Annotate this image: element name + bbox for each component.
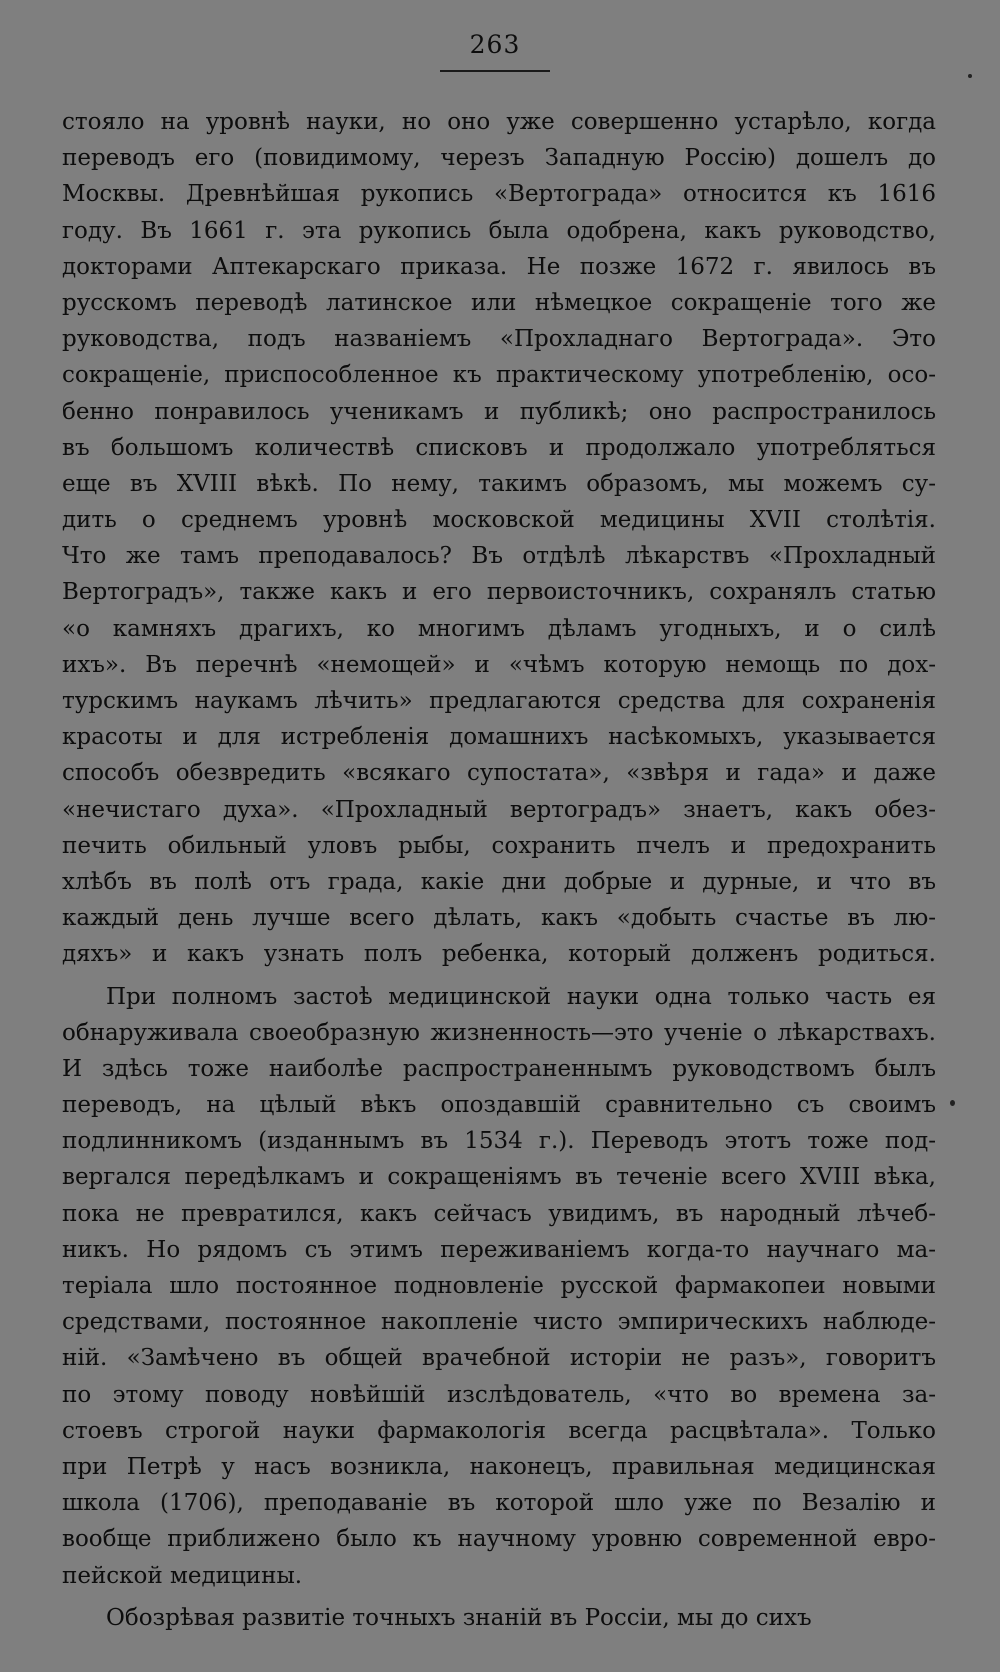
text-line: переводъ, на цѣлый вѣкъ опоздавшій сравнительно съ своимъ	[62, 1092, 936, 1119]
text-line: русскомъ переводѣ латинское или нѣмецкое сокращеніе того же	[62, 289, 936, 316]
text-line: Что же тамъ преподавалось? Въ отдѣлѣ лѣкарствъ «Прохладный	[62, 543, 936, 570]
text-line: вергался передѣлкамъ и сокращеніямъ въ теченіе всего XVIII вѣка,	[62, 1164, 936, 1191]
text-line: ній. «Замѣчено въ общей врачебной исторіи не разъ», говоритъ	[62, 1345, 936, 1372]
text-line: дяхъ» и какъ узнать полъ ребенка, который долженъ родиться.	[62, 941, 936, 968]
text-line: турскимъ наукамъ лѣчить» предлагаются средства для сохраненія	[62, 688, 936, 714]
text-line: ихъ». Въ перечнѣ «немощей» и «чѣмъ которую немощь по дох-	[62, 651, 936, 678]
text-line: вообще приближено было къ научному уровню современной евро-	[62, 1526, 936, 1553]
text-line: «нечистаго духа». «Прохладный вертоградъ» знаетъ, какъ обез-	[62, 796, 936, 823]
paragraph	[62, 104, 936, 973]
text-line: школа (1706), преподаваніе въ которой шло уже по Везалію и	[62, 1490, 936, 1517]
text-line: красоты и для истребленія домашнихъ насѣкомыхъ, указывается	[62, 724, 936, 751]
page-number: 263	[469, 30, 521, 59]
text-line: докторами Аптекарскаго приказа. Не позже 1672 г. явилось въ	[62, 253, 936, 280]
paragraph	[62, 979, 936, 1594]
print-speck	[950, 1100, 955, 1106]
text-line: году. Въ 1661 г. эта рукопись была одобрена, какъ руководство,	[62, 217, 936, 244]
body-text	[62, 104, 936, 1636]
text-line: Москвы. Древнѣйшая рукопись «Вертограда» относится къ 1616	[62, 181, 936, 208]
text-line: по этому поводу новѣйшій изслѣдователь, «что во времена за-	[62, 1381, 936, 1408]
text-line: стоевъ строгой науки фармакологія всегда расцвѣтала». Только	[62, 1417, 936, 1444]
text-line: руководства, подъ названіемъ «Прохладнаго Вертограда». Это	[62, 326, 936, 353]
text-line: пока не превратился, какъ сейчасъ увидимъ, въ народный лѣчеб-	[62, 1200, 936, 1227]
text-line: способъ обезвредить «всякаго супостата», «звѣря и гада» и даже	[62, 760, 936, 787]
text-line: печить обильный уловъ рыбы, сохранить пчелъ и предохранить	[62, 832, 936, 859]
text-line: средствами, постоянное накопленіе чисто эмпирическихъ наблюде-	[62, 1309, 936, 1336]
text-line: обнаруживала своеобразную жизненность—это ученіе о лѣкарствахъ.	[62, 1019, 936, 1046]
text-line: «о камняхъ драгихъ, ко многимъ дѣламъ угодныхъ, и о силѣ	[62, 615, 936, 642]
text-line: хлѣбъ въ полѣ отъ града, какіе дни добрые и дурные, и что въ	[62, 868, 936, 895]
text-line: При полномъ застоѣ медицинской науки одна только часть ея	[106, 983, 936, 1010]
text-line: дить о среднемъ уровнѣ московской медицины XVII столѣтія.	[62, 507, 936, 534]
text-line: переводъ его (повидимому, черезъ Западную Россію) дошелъ до	[62, 145, 936, 172]
header-rule	[440, 70, 550, 72]
text-line: каждый день лучше всего дѣлать, какъ «добыть счастье въ лю-	[62, 905, 936, 932]
text-line: еще въ XVIII вѣкѣ. По нему, такимъ образомъ, мы можемъ су-	[62, 470, 936, 497]
text-line: Обозрѣвая развитіе точныхъ знаній въ Россіи, мы до сихъ	[106, 1604, 812, 1631]
text-line: стояло на уровнѣ науки, но оно уже совершенно устарѣло, когда	[62, 109, 936, 135]
print-speck	[968, 74, 972, 78]
text-line: бенно понравилось ученикамъ и публикѣ; оно распространилось	[62, 398, 936, 425]
text-line: И здѣсь тоже наиболѣе распространеннымъ руководствомъ былъ	[62, 1055, 936, 1082]
text-line: теріала шло постоянное подновленіе русской фармакопеи новыми	[62, 1273, 936, 1299]
text-line: подлинникомъ (изданнымъ въ 1534 г.). Переводъ этотъ тоже под-	[62, 1128, 936, 1155]
text-line: сокращеніе, приспособленное къ практическому употребленію, осо-	[62, 362, 936, 389]
paragraph	[62, 1600, 936, 1636]
text-line: при Петрѣ у насъ возникла, наконецъ, правильная медицинская	[62, 1453, 936, 1480]
text-line: въ большомъ количествѣ списковъ и продолжало употребляться	[62, 434, 936, 461]
text-line: никъ. Но рядомъ съ этимъ переживаніемъ когда-то научнаго ма-	[62, 1236, 936, 1263]
text-line: пейской медицины.	[62, 1562, 303, 1589]
text-line: Вертоградъ», также какъ и его первоисточникъ, сохранялъ статью	[62, 579, 936, 606]
